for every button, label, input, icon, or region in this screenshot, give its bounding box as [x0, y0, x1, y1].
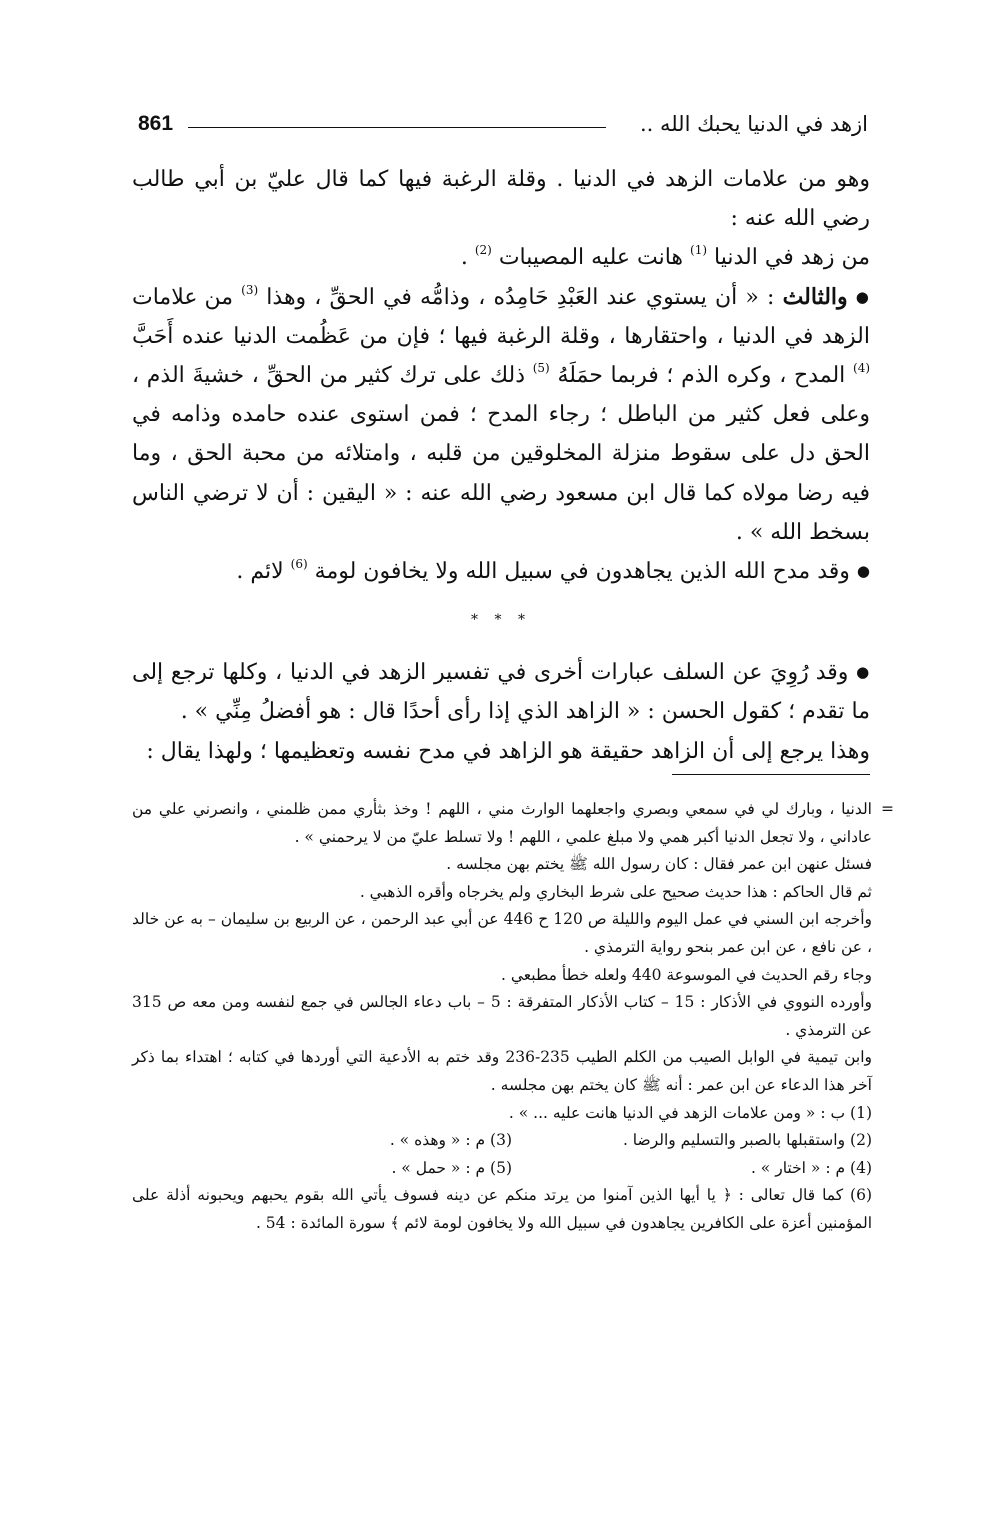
- main-text: [132, 160, 870, 771]
- paragraph: ● وقد مدح الله الذين يجاهدون في سبيل الله ولا يخافون لومة $^{(6)}$ لائم .: [236, 557, 870, 585]
- footnote-ref: (1): [690, 243, 708, 258]
- paragraph-lead: والثالث: [782, 283, 848, 310]
- page-number: 861: [138, 112, 174, 135]
- footnote-3: (3) م : « وهذه » .: [389, 1131, 512, 1150]
- paragraph: وهذا يرجع إلى أن الزاهد حقيقة هو الزاهد في مدح نفسه وتعظيمها ؛ ولهذا يقال :: [146, 738, 870, 764]
- footnote-2: (2) واستقبلها بالصبر والتسليم والرضا .: [622, 1131, 872, 1150]
- footnote-ref: (3): [241, 282, 259, 297]
- footnote-ref: (5): [532, 361, 550, 376]
- footnote-6: (6) كما قال تعالى : ﴿ يا أيها الذين آمنوا من يرتد منكم عن دينه فسوف يأتي الله بقوم يحبهم ويحبونه أذلة على المؤمنين أعزة على الكافرين يجاهدون في سبيل الله ولا يخافون لومة لائم ﴾ سورة المائدة : 54 .: [132, 1186, 872, 1232]
- section-divider: * * *: [471, 612, 531, 629]
- paragraph: من زهد في الدنيا $^{(1)}$ هانت عليه المصيبات $^{(2)}$ .: [460, 243, 870, 271]
- footnote-separator: [672, 774, 870, 775]
- footnote-ref: (6): [290, 557, 308, 572]
- paragraph: ● والثالث : « أن يستوي عند العَبْدِ حَامِدُه ، وذامُّه في الحقِّ ، وهذا $^{(3)}$ من علامات الزهد في الدنيا ، واحتقارها ، وقلة الرغبة فيها ؛ فإن من عَظُمت الدنيا عنده أَحَبَّ $^{(4)}$ المدح ، وكره الذم ؛ فربما حمَلَهُ $^{(5)}$ ذلك على ترك كثير من الحقِّ ، خشيةَ الذم ، وعلى فعل كثير من الباطل ؛ رجاء المدح ؛ فمن استوى عنده حامده وذامه في الحق دل على سقوط منزلة المخلوقين من قلبه ، وامتلائه من محبة الحق ، وما فيه رضا مولاه كما قال ابن مسعود رضي الله عنه : « اليقين : أن لا ترضي الناس بسخط الله » .: [132, 282, 871, 545]
- bullet-icon: ●: [855, 287, 871, 306]
- footnote-line: وأخرجه ابن السني في عمل اليوم والليلة ص 120 ح 446 عن أبي عبد الرحمن ، عن الربيع بن سليمان – به عن خالد ، عن نافع ، عن ابن عمر بنحو رواية الترمذي .: [132, 910, 872, 956]
- footnote-line: وجاء رقم الحديث في الموسوعة 440 ولعله خطأ مطبعي .: [501, 965, 872, 984]
- bullet-icon: ●: [856, 663, 871, 682]
- footnote-line: ثم قال الحاكم : هذا حديث صحيح على شرط البخاري ولم يخرجاه وأقره الذهبي .: [359, 882, 872, 901]
- running-header: [138, 112, 868, 142]
- footnote-ref: (2): [474, 243, 492, 258]
- footnote-line: فسئل عنهن ابن عمر فقال : كان رسول الله ﷺ يختم بهن مجلسه .: [446, 855, 872, 874]
- bullet-icon: ●: [856, 562, 870, 581]
- running-title: ازهد في الدنيا يحبك الله ..: [639, 112, 868, 136]
- paragraph: ● وقد رُوِيَ عن السلف عبارات أخرى في تفسير الزهد في الدنيا ، وكلها ترجع إلى ما تقدم ؛ كقول الحسن : « الزاهد الذي إذا رأى أحدًا قال : هو أفضلُ مِنِّي » .: [132, 660, 871, 725]
- footnote-pair: [132, 1155, 872, 1183]
- footnote-continuation: = الدنيا ، وبارك لي في سمعي وبصري واجعلهما الوارث مني ، اللهم ! وخذ بثأري ممن ظلمني ، وانصرني علي من عاداني ، ولا تجعل الدنيا أكبر همي ولا مبلغ علمي ، اللهم ! ولا تسلط عليّ من لا يرحمني » .: [132, 796, 872, 851]
- footnote-4: (4) م : « اختار » .: [750, 1158, 872, 1177]
- footnotes: [132, 796, 894, 1238]
- footnote-line: وأورده النووي في الأذكار : 15 – كتاب الأذكار المتفرقة : 5 – باب دعاء الجالس في جمع لنفسه ومن معه ص 315 عن الترمذي .: [132, 993, 872, 1039]
- footnote-ref: (4): [853, 361, 871, 376]
- footnote-1: (1) ب : « ومن علامات الزهد في الدنيا هانت عليه ... » .: [508, 1103, 872, 1122]
- footnote-5: (5) م : « حمل » .: [391, 1158, 512, 1177]
- header-rule: [188, 127, 606, 128]
- footnote-line: وابن تيمية في الوابل الصيب من الكلم الطيب 235-236 وقد ختم به الأدعية التي أوردها في كتابه ؛ اهتداء بما ذكر آخر هذا الدعاء عن ابن عمر : أنه ﷺ كان يختم بهن مجلسه .: [132, 1048, 872, 1094]
- footnote-pair: [132, 1127, 872, 1155]
- continuation-mark: =: [881, 800, 894, 818]
- paragraph: وهو من علامات الزهد في الدنيا . وقلة الرغبة فيها كما قال عليّ بن أبي طالب رضي الله عنه :: [132, 167, 870, 232]
